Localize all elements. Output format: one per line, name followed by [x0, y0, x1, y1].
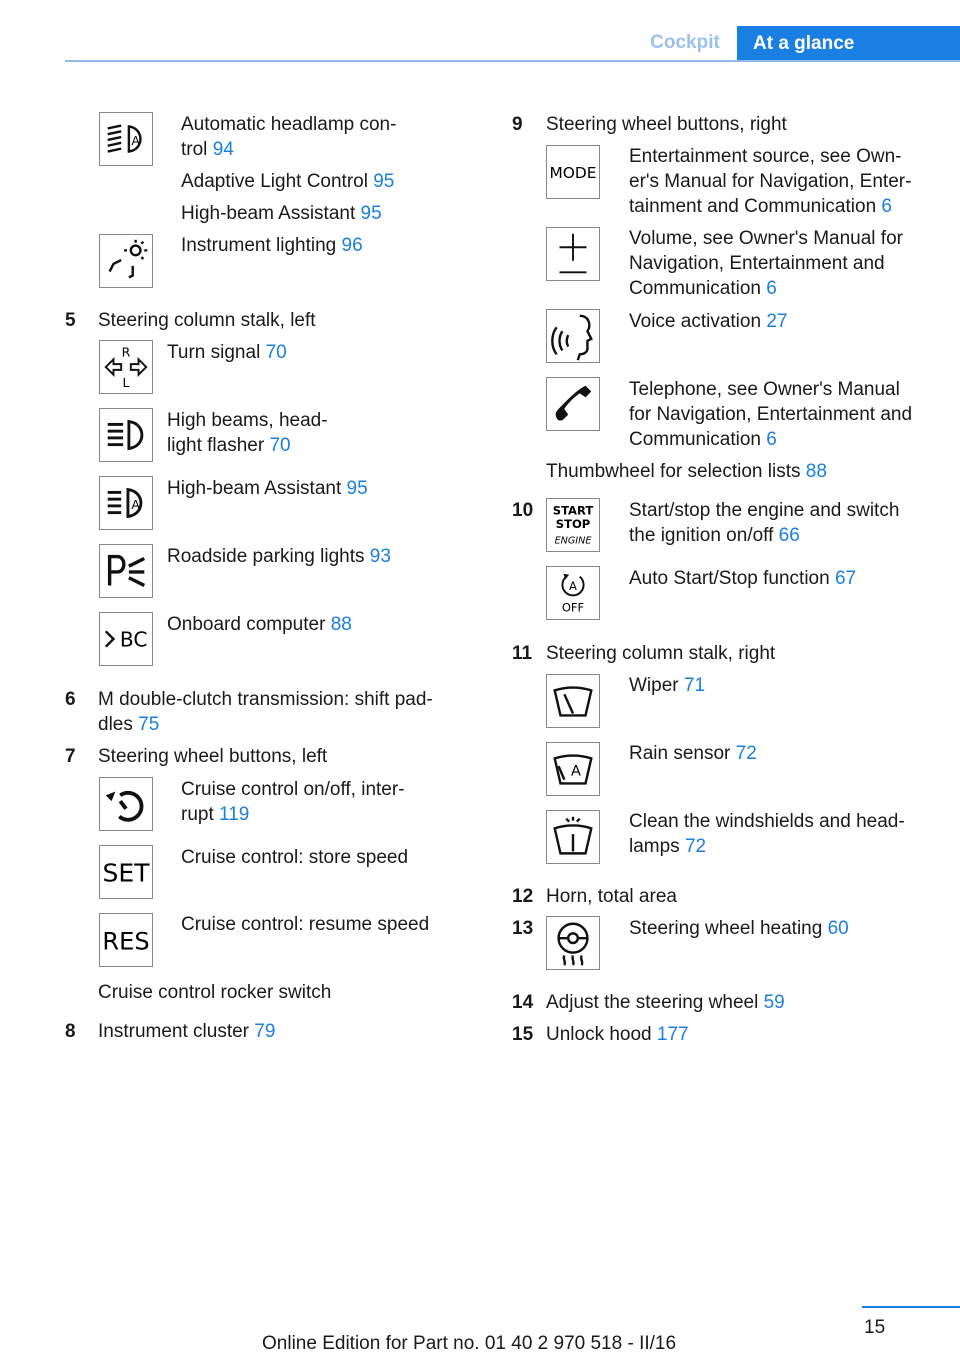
item-number-13: 13 — [512, 918, 534, 939]
high-beam-assistant-label-2: High-beam Assistant 95 — [167, 478, 368, 499]
clean-label-2: lamps 72 — [629, 836, 707, 857]
high-beam-assistant-ref[interactable]: 95 — [360, 203, 382, 224]
start-stop-label: Start/stop the engine and switch — [629, 500, 900, 521]
rain-a-glyph: A — [570, 763, 581, 780]
item-number-5: 5 — [65, 310, 76, 331]
auto-headlamp-ref[interactable]: 94 — [212, 139, 234, 160]
voice-activation-icon — [546, 309, 600, 363]
item-15-label: Unlock hood 177 — [546, 1024, 689, 1045]
rain-sensor-icon — [546, 742, 600, 796]
turn-signal-r-glyph: R — [121, 344, 131, 360]
high-beam-a-glyph: A — [131, 496, 140, 512]
wiper-label: Wiper 71 — [629, 675, 706, 696]
roadside-parking-ref[interactable]: 93 — [369, 546, 391, 567]
instrument-lighting-ref[interactable]: 96 — [341, 235, 363, 256]
instrument-lighting-icon — [99, 234, 153, 288]
item-number-6: 6 — [65, 689, 76, 710]
cruise-onoff-label: Cruise control on/off, inter- — [181, 779, 405, 800]
header-rule — [65, 60, 960, 62]
high-beams-icon — [99, 408, 153, 462]
cruise-resume-label: Cruise control: resume speed — [181, 914, 430, 935]
item-6-label-2: dles 75 — [98, 714, 160, 735]
item-12-label: Horn, total area — [546, 886, 677, 907]
item-number-8: 8 — [65, 1021, 76, 1042]
item-11-label: Steering column stalk, right — [546, 643, 776, 664]
high-beams-label: High beams, head- — [167, 410, 328, 431]
item-14-label: Adjust the steering wheel 59 — [546, 992, 785, 1013]
cruise-rocker-label: Cruise control rocker switch — [98, 982, 332, 1003]
headlamp-a-glyph: A — [131, 132, 140, 148]
turn-signal-l-glyph: L — [122, 375, 130, 391]
stop-glyph: STOP — [555, 516, 591, 531]
instrument-lighting-label: Instrument lighting 96 — [181, 235, 363, 256]
turn-signal-icon — [99, 340, 153, 394]
auto-headlamp-label-2: trol 94 — [181, 139, 234, 160]
cruise-control-icon — [99, 777, 153, 831]
telephone-label-3: Communication 6 — [629, 429, 777, 450]
high-beam-assistant-icon — [99, 476, 153, 530]
volume-icon — [546, 227, 600, 281]
footer-rule — [862, 1306, 960, 1308]
voice-label: Voice activation 27 — [629, 311, 788, 332]
res-glyph: RES — [102, 927, 150, 956]
start-glyph: START — [552, 503, 594, 518]
auto-a-glyph: A — [569, 579, 577, 594]
volume-ref[interactable]: 6 — [766, 278, 777, 299]
off-glyph: OFF — [561, 600, 585, 615]
item-9-label: Steering wheel buttons, right — [546, 114, 787, 135]
start-stop-label-2: the ignition on/off 66 — [629, 525, 800, 546]
steering-heat-icon — [546, 916, 600, 970]
adaptive-light-ref[interactable]: 95 — [373, 171, 395, 192]
turn-signal-label: Turn signal 70 — [167, 342, 287, 363]
res-button-icon — [99, 913, 153, 967]
item-15-ref[interactable]: 177 — [656, 1024, 689, 1045]
item-number-11: 11 — [512, 643, 533, 664]
mode-button-icon — [546, 145, 600, 199]
ent-source-label: Entertainment source, see Own- — [629, 146, 902, 167]
volume-label: Volume, see Owner's Manual for — [629, 228, 903, 249]
steering-heat-label: Steering wheel heating 60 — [629, 918, 849, 939]
engine-glyph: ENGINE — [554, 535, 592, 547]
volume-label-2: Navigation, Entertainment and — [629, 253, 885, 274]
ent-source-label-2: er's Manual for Navigation, Enter- — [629, 171, 912, 192]
item-number-7: 7 — [65, 746, 76, 767]
set-button-icon — [99, 845, 153, 899]
clean-ref[interactable]: 72 — [684, 836, 707, 857]
auto-headlamp-label: Automatic headlamp con- — [181, 114, 397, 135]
cruise-store-label: Cruise control: store speed — [181, 847, 409, 868]
auto-start-stop-icon — [546, 566, 600, 620]
onboard-computer-icon — [99, 612, 153, 666]
high-beams-label-2: light flasher 70 — [167, 435, 291, 456]
footer-edition: Online Edition for Part no. 01 40 2 970 518 - II/16 — [262, 1333, 677, 1354]
onboard-computer-label: Onboard computer 88 — [167, 614, 352, 635]
voice-ref[interactable]: 27 — [766, 311, 788, 332]
auto-start-label: Auto Start/Stop function 67 — [629, 568, 857, 589]
thumbwheel-ref[interactable]: 88 — [805, 461, 827, 482]
roadside-parking-label: Roadside parking lights 93 — [167, 546, 391, 567]
steering-heat-ref[interactable]: 60 — [827, 918, 849, 939]
rain-sensor-label: Rain sensor 72 — [629, 743, 757, 764]
rain-sensor-ref[interactable]: 72 — [735, 743, 757, 764]
adaptive-light-label: Adaptive Light Control 95 — [181, 171, 395, 192]
item-7-label: Steering wheel buttons, left — [98, 746, 328, 767]
item-6-ref[interactable]: 75 — [138, 714, 160, 735]
ent-source-label-3: tainment and Communication 6 — [629, 196, 892, 217]
telephone-ref[interactable]: 6 — [766, 429, 777, 450]
thumbwheel-label: Thumbwheel for selection lists 88 — [546, 461, 827, 482]
high-beam-assistant-ref-2[interactable]: 95 — [346, 478, 368, 499]
onboard-computer-ref[interactable]: 88 — [330, 614, 352, 635]
start-stop-button-icon — [546, 498, 600, 552]
item-number-12: 12 — [512, 886, 534, 907]
ent-source-ref[interactable]: 6 — [881, 196, 892, 217]
washer-icon — [546, 810, 600, 864]
turn-signal-ref[interactable]: 70 — [265, 342, 287, 363]
high-beam-assistant-label: High-beam Assistant 95 — [181, 203, 382, 224]
item-14-ref[interactable]: 59 — [763, 992, 785, 1013]
item-number-15: 15 — [512, 1024, 534, 1045]
item-5-label: Steering column stalk, left — [98, 310, 316, 331]
telephone-label-2: for Navigation, Entertainment and — [629, 404, 913, 425]
item-number-14: 14 — [512, 992, 534, 1013]
tab-cockpit[interactable]: Cockpit — [650, 32, 720, 53]
auto-start-ref[interactable]: 67 — [834, 568, 857, 589]
set-glyph: SET — [102, 858, 150, 888]
cruise-onoff-ref[interactable]: 119 — [219, 804, 250, 825]
volume-label-3: Communication 6 — [629, 278, 777, 299]
page-number: 15 — [864, 1317, 886, 1338]
item-8-label: Instrument cluster 79 — [98, 1021, 276, 1042]
cruise-onoff-label-2: rupt 119 — [181, 804, 250, 825]
auto-headlamp-icon — [99, 112, 153, 166]
item-number-9: 9 — [512, 114, 523, 135]
bc-glyph: BC — [119, 627, 148, 652]
parking-lights-icon — [99, 544, 153, 598]
telephone-icon — [546, 377, 600, 431]
high-beams-ref[interactable]: 70 — [269, 435, 291, 456]
mode-glyph: MODE — [549, 163, 597, 182]
tab-at-a-glance[interactable]: At a glance — [737, 26, 960, 61]
item-6-label: M double-clutch transmission: shift pad- — [98, 689, 433, 710]
item-number-10: 10 — [512, 500, 534, 521]
wiper-icon — [546, 674, 600, 728]
clean-label: Clean the windshields and head- — [629, 811, 905, 832]
wiper-ref[interactable]: 71 — [683, 675, 706, 696]
telephone-label: Telephone, see Owner's Manual — [629, 379, 900, 400]
item-8-ref[interactable]: 79 — [254, 1021, 276, 1042]
start-stop-ref[interactable]: 66 — [778, 525, 800, 546]
